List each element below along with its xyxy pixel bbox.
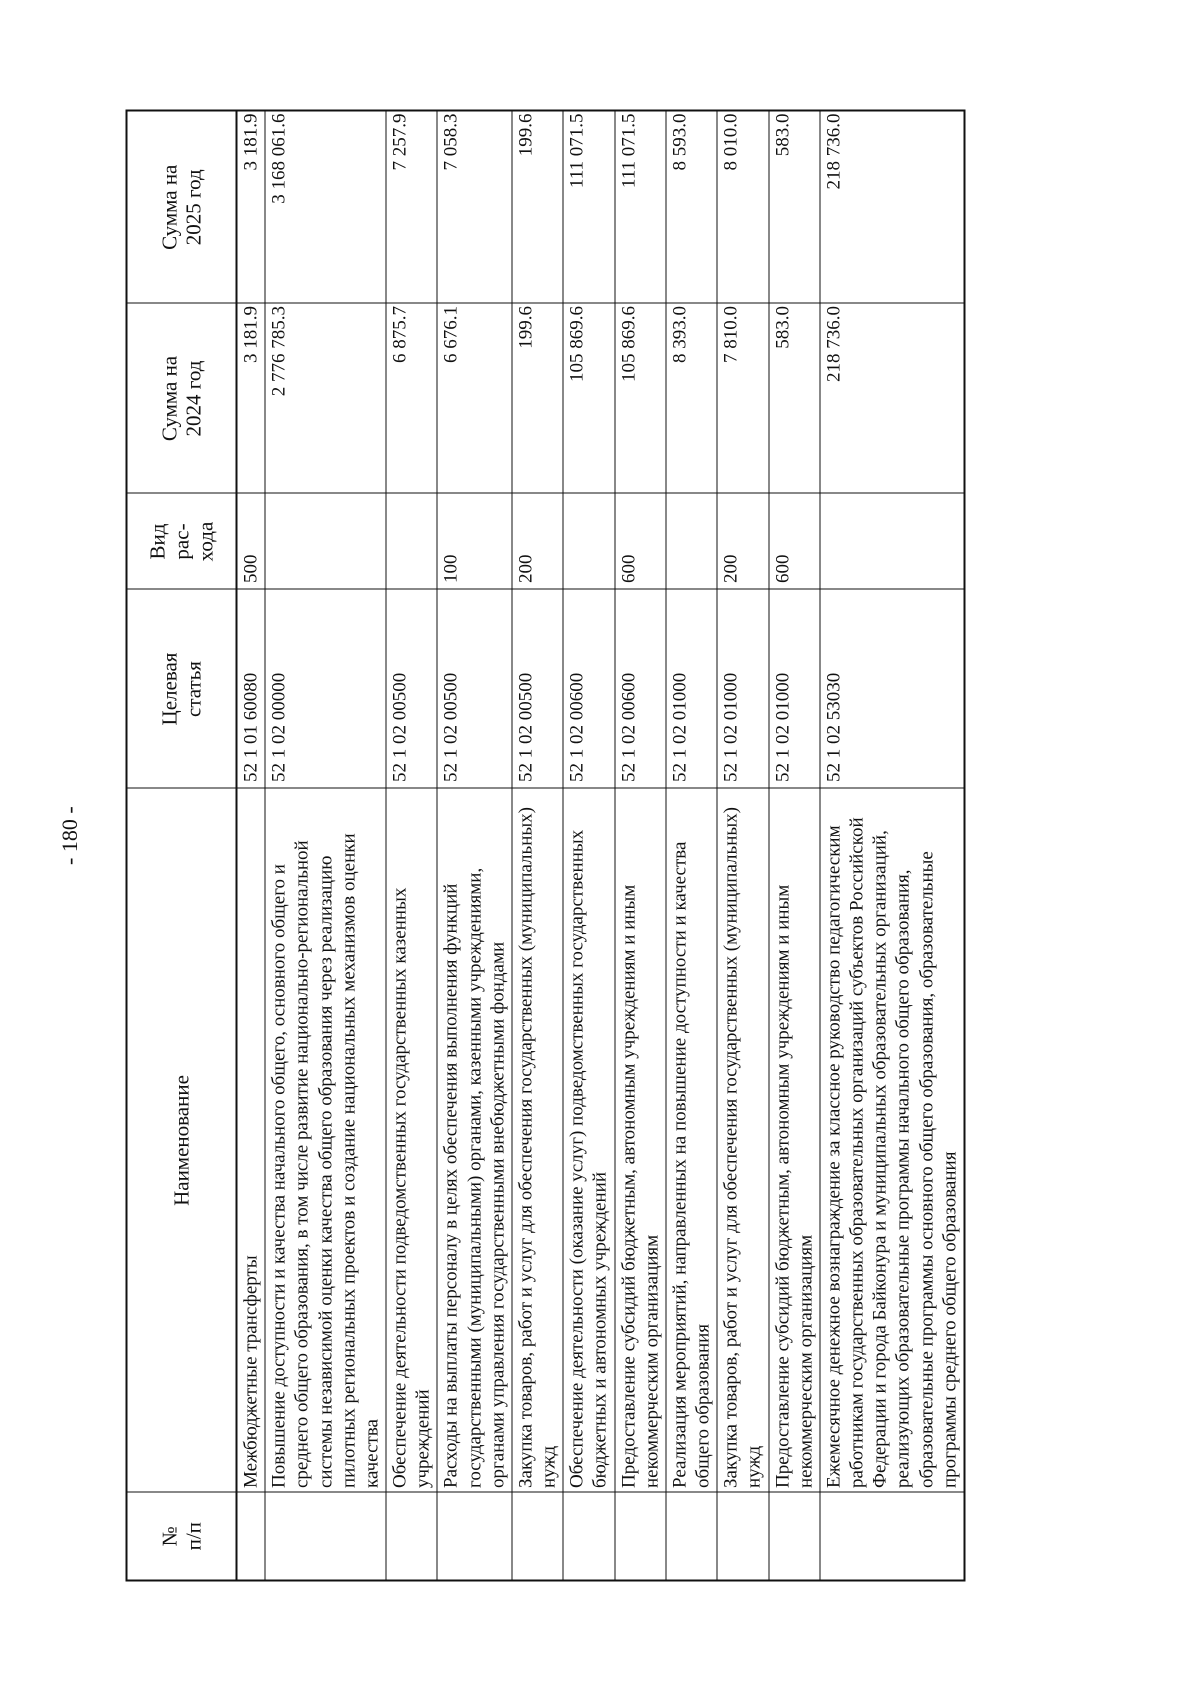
row-sum-2024-cell: 105 869.6	[563, 304, 614, 494]
row-name-cell: Обеспечение деятельности подведомственных государственных казенных учреждений	[386, 789, 437, 1493]
row-sum-2024-cell: 583.0	[769, 304, 820, 494]
row-sum-2024-cell: 3 181.9	[237, 304, 266, 494]
row-name-cell: Обеспечение деятельности (оказание услуг) подведомственных государственных бюджетных и автономных учреждений	[563, 789, 614, 1493]
row-name-cell: Реализация мероприятий, направленных на повышение доступности и качества общего образования	[666, 789, 717, 1493]
row-sum-2025-cell: 199.6	[512, 111, 563, 304]
row-number-cell	[615, 1493, 666, 1581]
table-row	[512, 111, 563, 1581]
row-sum-2024-cell: 199.6	[512, 304, 563, 494]
row-name-cell: Расходы на выплаты персоналу в целях обеспечения выполнения функций государственными (муниципальными) органами, казенными учреждениями, органами управления государственными внебюджетными фондами	[437, 789, 512, 1493]
row-sum-2024-cell: 105 869.6	[615, 304, 666, 494]
table-row	[615, 111, 666, 1581]
row-expense-type-cell	[820, 494, 965, 590]
row-number-cell	[563, 1493, 614, 1581]
row-target-article-cell: 52 1 02 01000	[666, 590, 717, 789]
row-name-cell: Закупка товаров, работ и услуг для обеспечения государственных (муниципальных) нужд	[512, 789, 563, 1493]
row-name-cell: Межбюджетные трансферты	[237, 789, 266, 1493]
row-expense-type-cell: 500	[237, 494, 266, 590]
row-name-cell: Ежемесячное денежное вознаграждение за классное руководство педагогическим работникам государственных образовательных организаций субъектов Российской Федерации и города Байконура и муниципальных образовательных организаций, реализующих образовательные программы начального общего образования, образовательные программы основного общего образования, образовательные программы среднего общего образования	[820, 789, 965, 1493]
header-sum-2024: Сумма на 2024 год	[127, 304, 237, 494]
row-target-article-cell: 52 1 02 00500	[512, 590, 563, 789]
row-expense-type-cell	[386, 494, 437, 590]
table-row	[820, 111, 965, 1581]
row-name-cell: Предоставление субсидий бюджетным, автономным учреждениям и иным некоммерческим организациям	[615, 789, 666, 1493]
budget-table	[126, 110, 966, 1582]
row-number-cell	[512, 1493, 563, 1581]
table-row	[717, 111, 768, 1581]
row-sum-2024-cell: 6 676.1	[437, 304, 512, 494]
row-target-article-cell: 52 1 02 00000	[265, 590, 386, 789]
row-sum-2025-cell: 3 168 061.6	[265, 111, 386, 304]
row-sum-2024-cell: 7 810.0	[717, 304, 768, 494]
row-sum-2024-cell: 2 776 785.3	[265, 304, 386, 494]
row-number-cell	[265, 1493, 386, 1581]
row-target-article-cell: 52 1 02 00500	[437, 590, 512, 789]
row-number-cell	[666, 1493, 717, 1581]
row-name-cell: Закупка товаров, работ и услуг для обеспечения государственных (муниципальных) нужд	[717, 789, 768, 1493]
row-expense-type-cell: 100	[437, 494, 512, 590]
row-sum-2025-cell: 111 071.5	[615, 111, 666, 304]
row-target-article-cell: 52 1 02 01000	[717, 590, 768, 789]
row-expense-type-cell: 200	[512, 494, 563, 590]
row-number-cell	[386, 1493, 437, 1581]
row-expense-type-cell	[265, 494, 386, 590]
row-target-article-cell: 52 1 01 60080	[237, 590, 266, 789]
row-number-cell	[437, 1493, 512, 1581]
row-sum-2025-cell: 8 593.0	[666, 111, 717, 304]
row-expense-type-cell: 600	[769, 494, 820, 590]
table-row	[265, 111, 386, 1581]
row-sum-2025-cell: 8 010.0	[717, 111, 768, 304]
row-number-cell	[237, 1493, 266, 1581]
row-sum-2024-cell: 8 393.0	[666, 304, 717, 494]
table-row	[563, 111, 614, 1581]
table-row	[666, 111, 717, 1581]
row-expense-type-cell: 200	[717, 494, 768, 590]
row-target-article-cell: 52 1 02 53030	[820, 590, 965, 789]
table-body	[237, 111, 965, 1581]
row-expense-type-cell: 600	[615, 494, 666, 590]
row-sum-2024-cell: 218 736.0	[820, 304, 965, 494]
row-sum-2024-cell: 6 875.7	[386, 304, 437, 494]
row-sum-2025-cell: 218 736.0	[820, 111, 965, 304]
row-sum-2025-cell: 583.0	[769, 111, 820, 304]
landscape-page	[126, 112, 1081, 1582]
row-sum-2025-cell: 3 181.9	[237, 111, 266, 304]
row-target-article-cell: 52 1 02 00500	[386, 590, 437, 789]
header-number: № п/п	[127, 1493, 237, 1581]
table-row	[769, 111, 820, 1581]
header-expense-type: Вид рас- хода	[127, 494, 237, 590]
row-target-article-cell: 52 1 02 01000	[769, 590, 820, 789]
row-number-cell	[820, 1493, 965, 1581]
header-name: Наименование	[127, 789, 237, 1493]
table-row	[237, 111, 266, 1581]
row-expense-type-cell	[563, 494, 614, 590]
row-target-article-cell: 52 1 02 00600	[563, 590, 614, 789]
table-row	[386, 111, 437, 1581]
table-row	[437, 111, 512, 1581]
row-name-cell: Повышение доступности и качества начального общего, основного общего и среднего общего образования, в том числе развитие национально-региональной системы независимой оценки качества общего образования через реализацию пилотных региональных проектов и создание национальных механизмов оценки качества	[265, 789, 386, 1493]
row-name-cell: Предоставление субсидий бюджетным, автономным учреждениям и иным некоммерческим организациям	[769, 789, 820, 1493]
row-number-cell	[769, 1493, 820, 1581]
header-target-article: Целевая статья	[127, 590, 237, 789]
table-header-row	[127, 111, 237, 1581]
page-number: - 180 -	[57, 806, 82, 865]
row-sum-2025-cell: 7 058.3	[437, 111, 512, 304]
row-target-article-cell: 52 1 02 00600	[615, 590, 666, 789]
row-sum-2025-cell: 111 071.5	[563, 111, 614, 304]
row-expense-type-cell	[666, 494, 717, 590]
row-number-cell	[717, 1493, 768, 1581]
row-sum-2025-cell: 7 257.9	[386, 111, 437, 304]
header-sum-2025: Сумма на 2025 год	[127, 111, 237, 304]
